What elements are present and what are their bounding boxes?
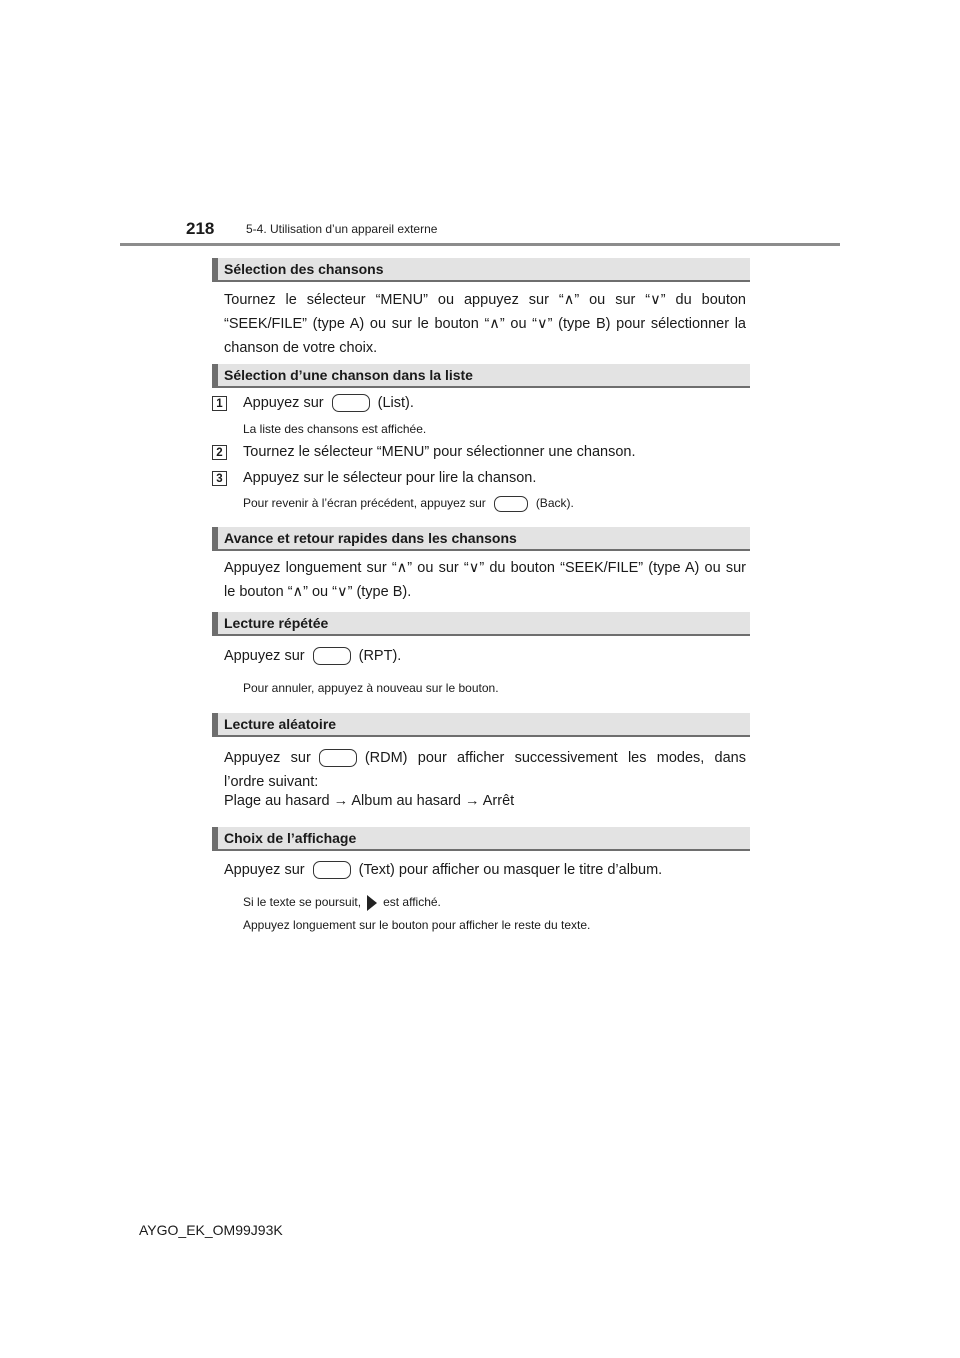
step-1-text-pre: Appuyez sur [243,394,324,411]
rdm-button-icon [319,749,357,767]
repeat-instruction [224,647,401,665]
repeat-text-pre: Appuyez sur [224,647,305,664]
section-title: Choix de l’affichage [224,830,357,846]
list-button-icon [332,394,370,412]
section-title: Sélection des chansons [224,261,384,277]
random-sequence: Plage au hasard → Album au hasard → Arrêt [224,793,515,809]
random-text-post: (RDM) pour afficher successivement les modes, dans l’ordre suivant: [224,750,746,790]
step-1-note: La liste des chansons est affichée. [243,422,427,436]
section-title: Sélection d’une chanson dans la liste [224,367,473,383]
back-button-icon [494,496,528,512]
display-note-1 [243,895,441,911]
display-instruction [224,861,662,879]
step-3-instruction: Appuyez sur le sélecteur pour lire la chanson. [243,470,537,486]
text-button-icon [313,861,351,879]
repeat-note: Pour annuler, appuyez à nouveau sur le bouton. [243,681,499,695]
display-note-2: Appuyez longuement sur le bouton pour afficher le reste du texte. [243,918,591,932]
random-paragraph [224,746,746,794]
section-heading-random [212,713,750,737]
fast-paragraph: Appuyez longuement sur “∧” ou sur “∨” du bouton “SEEK/FILE” (type A) ou sur le bouton “∧” ou “∨” (type B). [224,560,746,600]
section-title: Avance et retour rapides dans les chansons [224,530,517,546]
selection-paragraph: Tournez le sélecteur “MENU” ou appuyez sur “∧” ou sur “∨” du bouton “SEEK/FILE” (type A) ou sur le bouton “∧” ou “∨” (type B) pour sélectionner la chanson de votre choix. [224,292,746,356]
section-label: 5-4. Utilisation d’un appareil externe [246,222,438,236]
display-note-1-post: est affiché. [383,895,441,910]
random-text-pre: Appuyez sur [224,750,311,766]
rpt-button-icon [313,647,351,665]
play-arrow-icon [367,895,377,911]
display-note-1-pre: Si le texte se poursuit, [243,895,362,910]
section-heading-fast [212,527,750,551]
display-text-pre: Appuyez sur [224,861,305,878]
step-number-2: 2 [212,445,227,460]
section-heading-list [212,364,750,388]
page-number: 218 [186,219,215,238]
step-number-1: 1 [212,396,227,411]
step-2-instruction: Tournez le sélecteur “MENU” pour sélectionner une chanson. [243,444,636,460]
step-3-note-post: (Back). [535,496,574,511]
step-number-3: 3 [212,471,227,486]
section-heading-display [212,827,750,851]
section-title: Lecture répétée [224,615,329,631]
step-1-instruction [243,394,414,412]
document-code: AYGO_EK_OM99J93K [139,1222,283,1238]
section-title: Lecture aléatoire [224,716,337,732]
display-text-post: (Text) pour afficher ou masquer le titre d’album. [358,861,663,878]
header-rule [120,243,840,246]
step-3-note [243,496,574,512]
section-heading-selection [212,258,750,282]
repeat-text-post: (RPT). [358,647,402,664]
section-heading-repeat [212,612,750,636]
step-1-text-post: (List). [377,394,414,411]
step-3-note-pre: Pour revenir à l’écran précédent, appuyez sur [243,496,486,511]
